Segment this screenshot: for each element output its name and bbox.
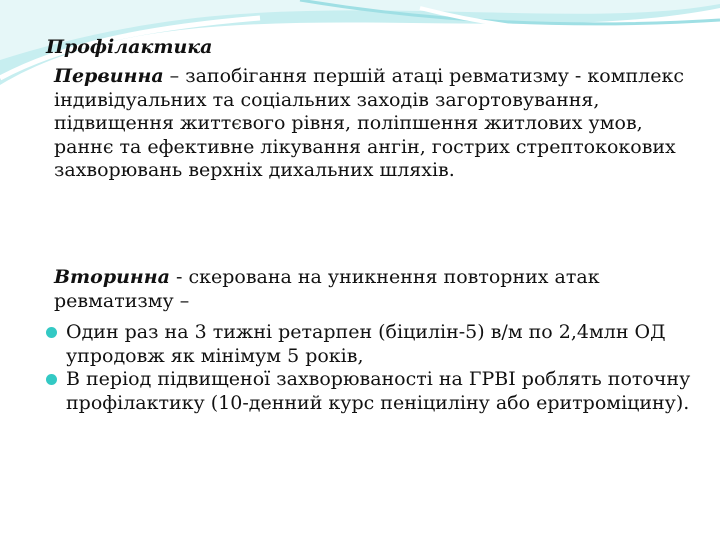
bullet-text: Один раз на 3 тижні ретарпен (біцилін-5) в/м по 2,4млн ОД упродовж як мінімум 5 років, [66,321,666,367]
primary-prevention-text: – запобігання першій атаці ревматизму - комплекс індивідуальних та соціальних заходів загортовування, підвищення життєвого рівня, поліпшення житлових умов, раннє та ефективне лікування ангін, гострих стрептококових захворювань верхніх дихальних шляхів. [54,65,684,181]
list-item [46,368,696,415]
bullet-dot-icon [46,327,57,338]
primary-prevention-lead: Первинна [54,65,164,87]
bullet-text: В період підвищеної захворюваності на ГРВІ роблять поточну профілактику (10-денний курс пеніциліну або еритроміцину). [66,368,691,414]
secondary-prevention-paragraph [54,266,684,313]
secondary-prevention-lead: Вторинна [54,266,170,288]
slide-title: Профілактика [46,36,213,58]
list-item [46,321,696,368]
bullet-dot-icon [46,374,57,385]
bullet-list [46,321,696,415]
primary-prevention-paragraph [54,65,684,183]
secondary-prevention-text: - скерована на уникнення повторних атак ревматизму – [54,266,600,312]
